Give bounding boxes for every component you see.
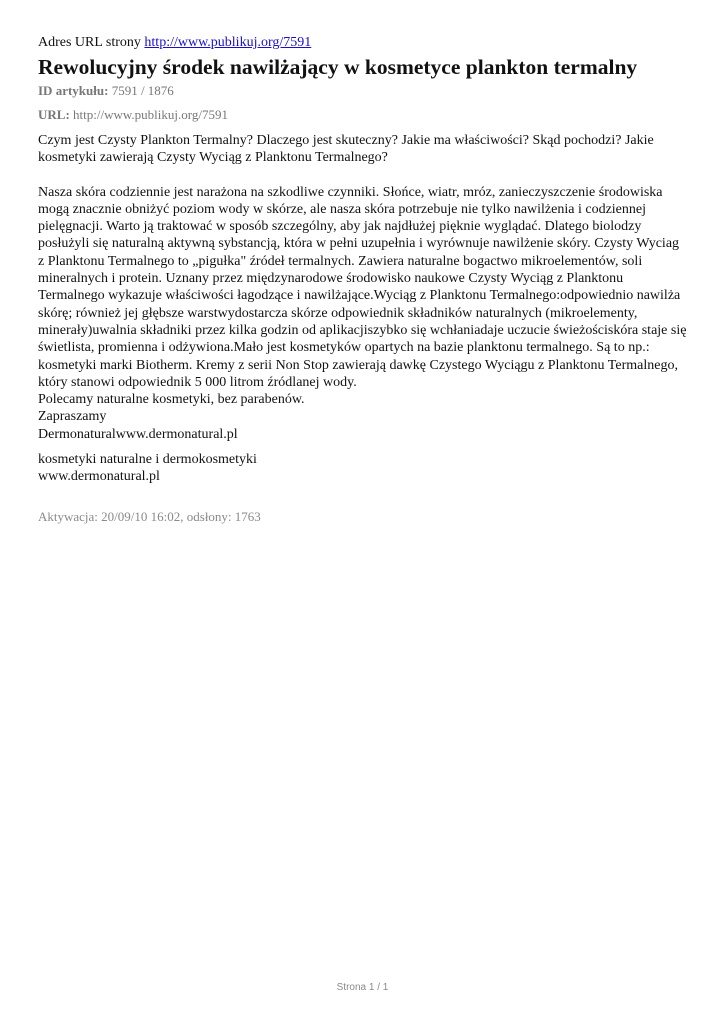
author-footer-line-2: www.dermonatural.pl [38,469,160,485]
article-id-label: ID artykułu: [38,83,109,98]
article-id-value: 7591 / 1876 [111,83,174,98]
article-page [38,34,688,525]
article-body-main: Nasza skóra codziennie jest narażona na szkodliwe czynniki. Słońce, wiatr, mróz, zanieczyszczenie środowiska mogą znacznie obniżyć poziom wody w skórze, ale nasza skóra potrzebuje nie tylko nawilżenia i codziennej pielęgnacji. Warto ją traktować w sposób szczególny, aby jak najdłużej pięknie wyglądać. Dlatego biolodzy posłużyli się naturalną aktywną sybstancją, która w pełni uzupełnia i wyrównuje nawilżenie skóry. Czysty Wyciag z Planktonu Termalnego to „pigułka" źródeł termalnych. Zawiera naturalne bogactwo mikroelementów, soli mineralnych i protein. Uznany przez międzynarodowe środowisko naukowe Czysty Wyciąg z Planktonu Termalnego wykazuje właściwości łagodzące i nawilżające.Wyciąg z Planktonu Termalnego:odpowiednio nawilża skórę; również jej głębsze warstwydostarcza skórze odpowiednik składników naturalnych (mikroelementy, minerały)uwalnia składniki przez kilka godzin od aplikacjiszybko się wchłaniadaje uczucie świeżościskóra staje się świetlista, promienna i odżywiona.Mało jest kosmetyków opartych na bazie planktonu termalnego. Są to np.: kosmetyki marki Biotherm. Kremy z serii Non Stop zawierają dawkę Czystego Wyciągu z Planktonu Termalnego, który stanowi odpowiednik 5 000 litrom źródlanej wody. [38,184,687,390]
article-url-line [38,106,688,123]
article-body-invite: Zapraszamy [38,409,107,425]
article-author-footer [38,451,688,486]
url-prefix: Adres URL strony [38,35,141,50]
article-url-label: URL: [38,107,70,122]
page-url-line [38,34,688,52]
page-number-footer: Strona 1 / 1 [336,982,389,993]
article-title: Rewolucyjny środek nawilżający w kosmetyce plankton termalny [38,55,638,79]
article-lead: Czym jest Czysty Plankton Termalny? Dlaczego jest skuteczny? Jakie ma właściwości? Skąd pochodzi? Jakie kosmetyki zawierają Czysty Wyciąg z Planktonu Termalnego? [38,133,654,166]
article-body [38,184,688,443]
activation-info: Aktywacja: 20/09/10 16:02, odsłony: 1763 [38,508,261,524]
article-id-line [38,82,688,99]
author-footer-line-1: kosmetyki naturalne i dermokosmetyki [38,452,257,468]
article-body-signature: Dermonaturalwww.dermonatural.pl [38,426,238,442]
article-url-value: http://www.publikuj.org/7591 [73,107,228,122]
article-body-recommend: Polecamy naturalne kosmetyki, bez parabenów. [38,392,305,408]
page-url-link[interactable]: http://www.publikuj.org/7591 [144,35,312,50]
